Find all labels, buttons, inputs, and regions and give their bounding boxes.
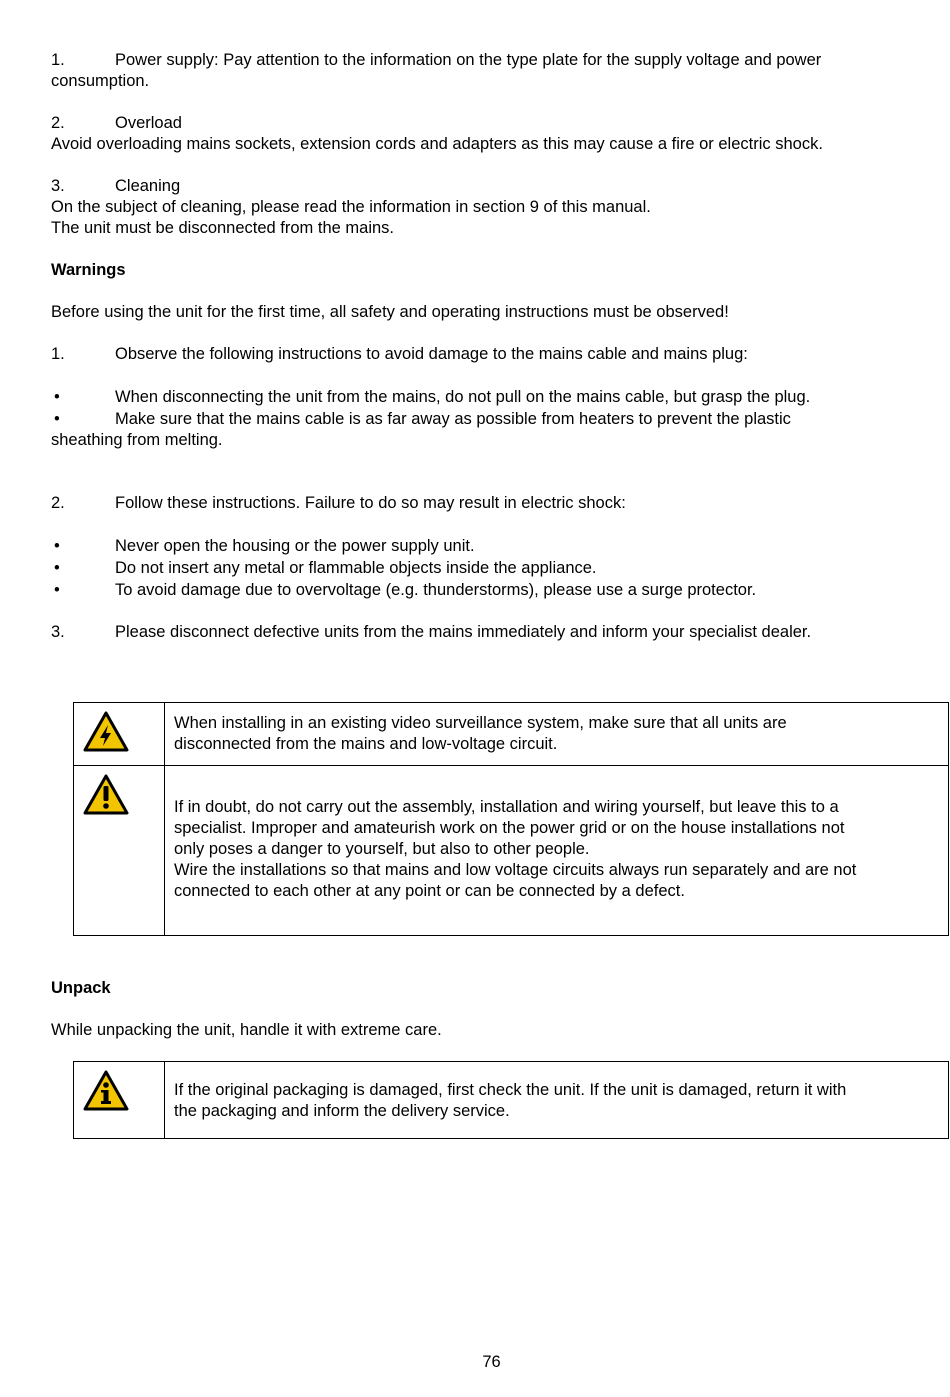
item-2-title: 2. Overload [51, 114, 182, 132]
warning-item-3: 3. Please disconnect defective units from the mains immediately and inform your specialist dealer. [51, 623, 812, 641]
notice-text: When installing in an existing video surveillance system, make sure that all units are disconnected from the mains and low-voltage circuit. [165, 703, 949, 766]
notice-row [74, 1062, 949, 1139]
bullet-item: • Never open the housing or the power supply unit. [54, 537, 475, 555]
bullet-continuation: sheathing from melting. [51, 431, 223, 449]
caution-icon [74, 766, 165, 936]
bullet-item: • Do not insert any metal or flammable objects inside the appliance. [54, 559, 597, 577]
notice-row [74, 703, 949, 766]
safety-notice-table [73, 702, 949, 936]
item-2-body: Avoid overloading mains sockets, extension cords and adapters as this may cause a fire or electric shock. [51, 135, 823, 153]
warning-item-1: 1. Observe the following instructions to avoid damage to the mains cable and mains plug: [51, 345, 748, 363]
item-3-title: 3. Cleaning [51, 177, 181, 195]
notice-row [74, 766, 949, 936]
item-1-line2: consumption. [51, 72, 150, 90]
bullet-item: • When disconnecting the unit from the mains, do not pull on the mains cable, but grasp the plug. [54, 388, 811, 406]
warnings-intro: Before using the unit for the first time, all safety and operating instructions must be observed! [51, 303, 729, 321]
item-3-body2: The unit must be disconnected from the mains. [51, 219, 395, 237]
item-3-body1: On the subject of cleaning, please read the information in section 9 of this manual. [51, 198, 651, 216]
unpack-heading: Unpack [51, 979, 111, 997]
item-1-line1: 1. Power supply: Pay attention to the information on the type plate for the supply voltage and power [51, 51, 822, 69]
bullet-item: • To avoid damage due to overvoltage (e.g. thunderstorms), please use a surge protector. [54, 581, 757, 599]
notice-text: If in doubt, do not carry out the assembly, installation and wiring yourself, but leave this to a specialist. Improper and amateurish work on the power grid or on the house installations not only poses a danger to yourself, but also to other people. Wire the installations so that mains and low voltage circuits always run separately and are not connected to each other at any point or can be connected by a defect. [165, 766, 949, 936]
electric-hazard-icon [74, 703, 165, 766]
page-number: 76 [482, 1353, 501, 1371]
warning-item-2: 2. Follow these instructions. Failure to do so may result in electric shock: [51, 494, 626, 512]
unpack-text: While unpacking the unit, handle it with extreme care. [51, 1021, 442, 1039]
notice-text: If the original packaging is damaged, first check the unit. If the unit is damaged, return it with the packaging and inform the delivery service. [165, 1062, 949, 1139]
unpack-notice-table [73, 1061, 949, 1139]
info-icon [74, 1062, 165, 1139]
document-body [51, 50, 911, 643]
warnings-heading: Warnings [51, 261, 126, 279]
bullet-item: • Make sure that the mains cable is as far away as possible from heaters to prevent the plastic [54, 410, 791, 428]
